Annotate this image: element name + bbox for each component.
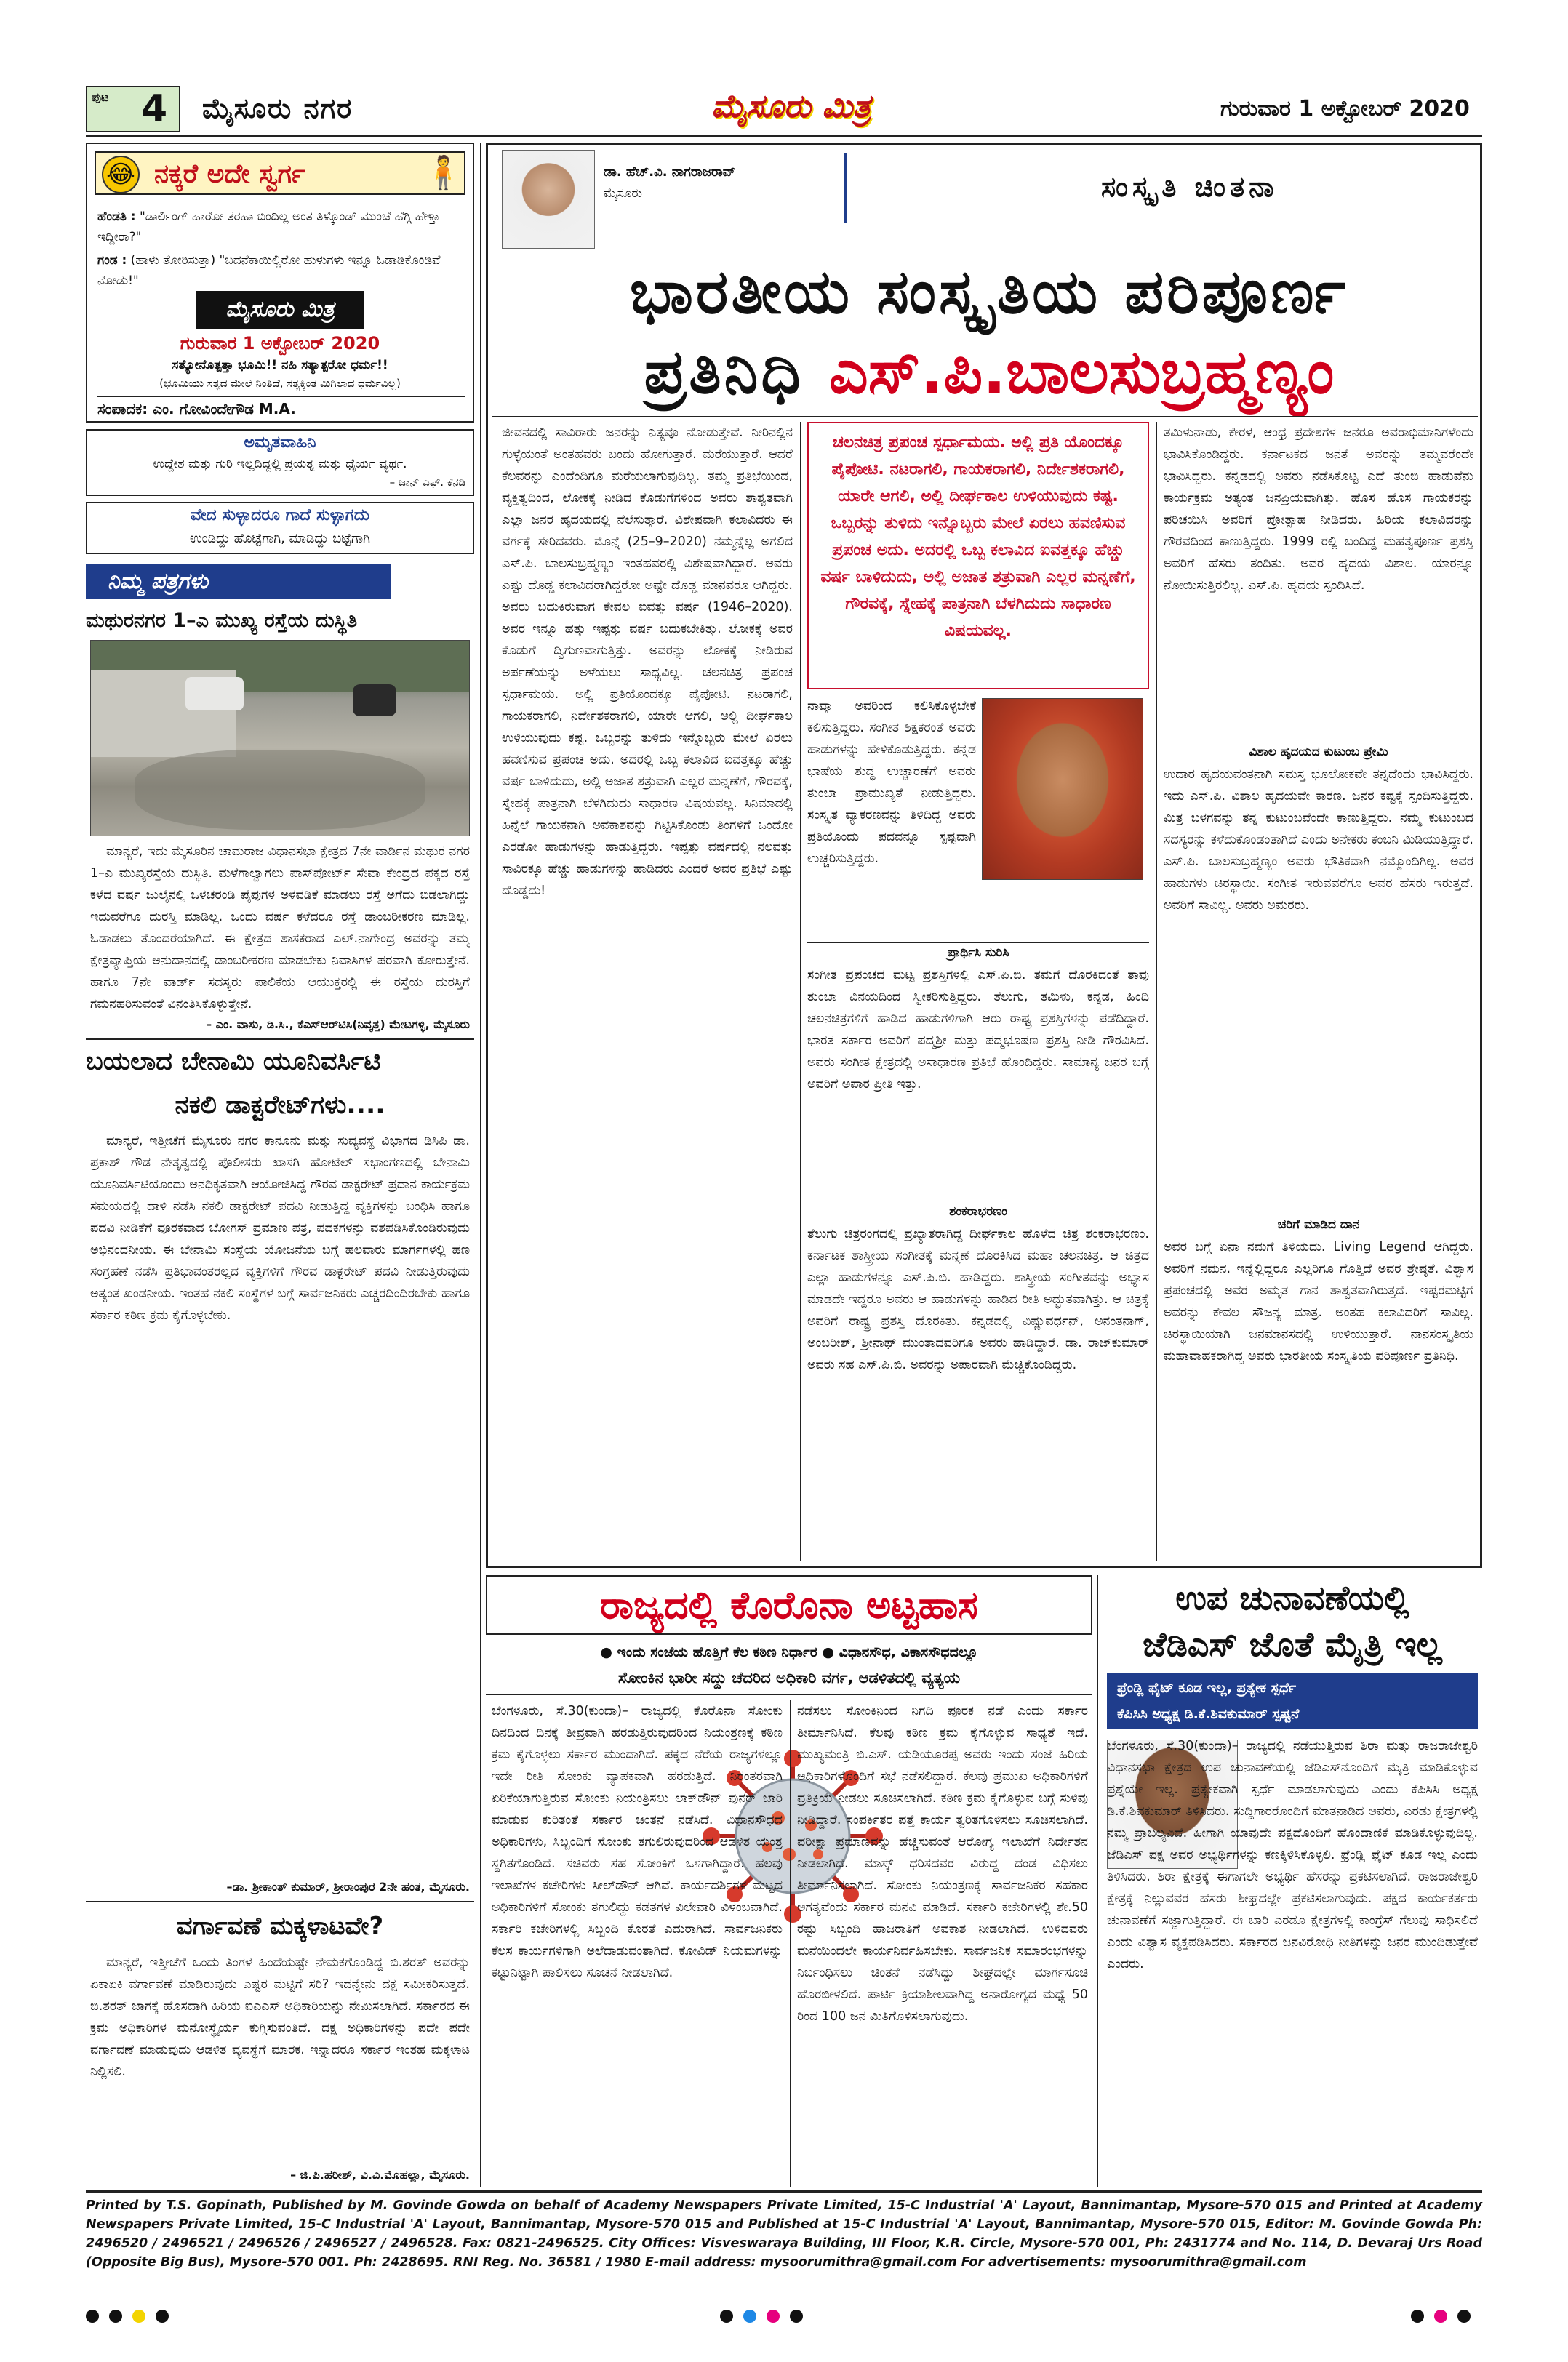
feature-headline-2b: ಎಸ್.ಪಿ.ಬಾಲಸುಬ್ರಹ್ಮಣ್ಯಂ: [828, 336, 1335, 407]
feature-headline-rule: [492, 416, 1478, 417]
quote-title: ಅಮೃತವಾಹಿನಿ: [244, 433, 316, 452]
pull-quote: [807, 422, 1149, 689]
feature-headline-1: ಭಾರತೀಯ ಸಂಸ್ಕೃತಿಯ ಪರಿಪೂರ್ಣ: [629, 256, 1349, 327]
feature-column-3b: ಸಂಗೀತ ಪ್ರಪಂಚದ ಮಟ್ಟ ಪ್ರಶಸ್ತಿಗಳಲ್ಲಿ ಎಸ್.ಪಿ.ಬಿ. ತಮಗೆ ದೊರಕಿದಂತೆ ತಾವು ತುಂಬಾ ವಿನಯದಿಂದ ಸ್ವೀಕರಿಸುತ್ತಿದ್ದರು. ತೆಲುಗು, ತಮಿಳು, ಕನ್ನಡ, ಹಿಂದಿ ಚಲನಚಿತ್ರಗಳಿಗೆ ಹಾಡಿದ ಹಾಡುಗಳಿಗಾಗಿ ಆರು ರಾಷ್ಟ್ರ ಪ್ರಶಸ್ತಿಗಳನ್ನು ಪಡೆದಿದ್ದಾರೆ. ಭಾರತ ಸರ್ಕಾರ ಅವರಿಗೆ ಪದ್ಮಶ್ರೀ ಮತ್ತು ಪದ್ಮಭೂಷಣ ಪ್ರಶಸ್ತಿ ನೀಡಿ ಗೌರವಿಸಿದೆ. ಅವರು ಸಂಗೀತ ಕ್ಷೇತ್ರದಲ್ಲಿ ಅಸಾಧಾರಣ ಪ್ರತಿಭೆ ಹೊಂದಿದ್ದರು. ಸಾಮಾನ್ಯ ಜನರ ಬಗ್ಗೆ ಅವರಿಗೆ ಅಪಾರ ಪ್ರೀತಿ ಇತ್ತು.: [807, 968, 1149, 1092]
corona-deck-rule: [486, 1694, 1092, 1695]
feature-column-3c: ತೆಲುಗು ಚಿತ್ರರಂಗದಲ್ಲಿ ಪ್ರಖ್ಯಾತರಾಗಿದ್ದ ದೀರ್ಘಕಾಲ ಹೊಳೆದ ಚಿತ್ರ ಶಂಕರಾಭರಣಂ. ಕರ್ನಾಟಕ ಶಾಸ್ತ್ರೀಯ ಸಂಗೀತಕ್ಕೆ ಮನ್ನಣೆ ದೊರಕಿಸಿದ ಮಹಾ ಚಲನಚಿತ್ರ. ಆ ಚಿತ್ರದ ಎಲ್ಲಾ ಹಾಡುಗಳನ್ನೂ ಎಸ್.ಪಿ.ಬಿ. ಹಾಡಿದ್ದರು. ಶಾಸ್ತ್ರೀಯ ಸಂಗೀತವನ್ನು ಅಭ್ಯಾಸ ಮಾಡದೇ ಇದ್ದರೂ ಅವರು ಆ ಹಾಡುಗಳನ್ನು ಹಾಡಿದ ರೀತಿ ಅದ್ಭುತವಾಗಿತ್ತು. ಆ ಚಿತ್ರಕ್ಕೆ ಅವರಿಗೆ ರಾಷ್ಟ್ರ ಪ್ರಶಸ್ತಿ ದೊರಕಿತು. ಕನ್ನಡದಲ್ಲಿ ವಿಷ್ಣುವರ್ಧನ್, ಅನಂತನಾಗ್, ಅಂಬರೀಶ್, ಶ್ರೀನಾಥ್ ಮುಂತಾದವರಿಗೂ ಅವರು ಹಾಡಿದ್ದಾರೆ. ಡಾ. ರಾಜ್‌ಕುಮಾರ್ ಅವರು ಸಹ ಎಸ್.ಪಿ.ಬಿ. ಅವರನ್ನು ಅಪಾರವಾಗಿ ಮೆಚ್ಚಿಕೊಂಡಿದ್ದರು.: [807, 1227, 1149, 1372]
color-registration-center: [720, 2310, 813, 2326]
paper-editor: ಸಂಪಾದಕ: ಎಂ. ಗೋವಿಂದೇಗೌಡ M.A.: [97, 396, 465, 417]
author-name: ಡಾ. ಹೆಚ್.ವಿ. ನಾಗರಾಜರಾವ್: [604, 164, 736, 180]
bypoll-deck: [1107, 1673, 1478, 1729]
bypoll-deck-1: ಫ್ರೆಂಡ್ಲಿ ಫೈಟ್ ಕೂಡ ಇಲ್ಲ, ಪ್ರತ್ಯೇಕ ಸ್ಪರ್ಧೆ: [1117, 1680, 1297, 1696]
corona-headline-box: [486, 1575, 1092, 1635]
proverb-text: ಉಂಡಿದ್ದು ಹೊಟ್ಟೆಗಾಗಿ, ಮಾಡಿದ್ದು ಬಟ್ಟೆಗಾಗಿ: [189, 531, 370, 546]
feature-subhead-1: ಪ್ರಾರ್ಥಿಸಿ ಸುರಿಸಿ: [947, 945, 1009, 960]
feature-column-1: ಜೀವನದಲ್ಲಿ ಸಾವಿರಾರು ಜನರನ್ನು ನಿತ್ಯವೂ ನೋಡುತ್ತೇವೆ. ನೀರಿನಲ್ಲಿನ ಗುಳ್ಳೆಯಂತೆ ಅಂತಹವರು ಬಂದು ಹೋಗುತ್ತಾರೆ. ಮರೆಯುತ್ತಾರೆ. ಆದರೆ ಕೆಲವರನ್ನು ಎಂದೆಂದಿಗೂ ಮರೆಯಲಾಗುವುದಿಲ್ಲ. ತಮ್ಮ ಪ್ರತಿಭೆಯಿಂದ, ವ್ಯಕ್ತಿತ್ವದಿಂದ, ಲೋಕಕ್ಕೆ ನೀಡಿದ ಕೊಡುಗೆಗಳಿಂದ ಅವರು ಶಾಶ್ವತವಾಗಿ ಎಲ್ಲಾ ಜನರ ಹೃದಯದಲ್ಲಿ ನೆಲೆಸುತ್ತಾರೆ. ವಿಶೇಷವಾಗಿ ಕಲಾವಿದರು ಈ ವರ್ಗಕ್ಕೆ ಸೇರಿದವರು. ಮೊನ್ನೆ (25–9–2020) ನಮ್ಮನ್ನೆಲ್ಲ ಅಗಲಿದ ಎಸ್.ಪಿ. ಬಾಲಸುಬ್ರಹ್ಮಣ್ಯಂ ಇಂತಹವರಲ್ಲಿ ವಿಶೇಷವಾಗಿದ್ದಾರೆ. ಅವರು ಎಷ್ಟು ದೊಡ್ಡ ಕಲಾವಿದರಾಗಿದ್ದರೋ ಅಷ್ಟೇ ದೊಡ್ಡ ಮಾನವರೂ ಆಗಿದ್ದರು. ಅವರು ಬದುಕಿರುವಾಗ ಕೇವಲ ಐವತ್ತು ವರ್ಷ (1946–2020). ಅವರ ಇನ್ನೂ ಹತ್ತು ಇಪ್ಪತ್ತು ವರ್ಷ ಬದುಕಬೇಕಿತ್ತು. ಲೋಕಕ್ಕೆ ಅವರ ಕೊಡುಗೆ ದ್ವಿಗುಣವಾಗುತ್ತಿತ್ತು. ಅವರನ್ನು ಲೋಕಕ್ಕೆ ನೀಡಿರುವ ಅರ್ಪಣೆಯನ್ನು ಅಳೆಯಲು ಸಾಧ್ಯವಿಲ್ಲ. ಚಲನಚಿತ್ರ ಪ್ರಪಂಚ ಸ್ಪರ್ಧಾಮಯ. ಅಲ್ಲಿ ಪ್ರತಿಯೊಂದಕ್ಕೂ ಪೈಪೋಟಿ. ನಟರಾಗಲಿ, ಗಾಯಕರಾಗಲಿ, ನಿರ್ದೇಶಕರಾಗಲಿ, ಯಾರೇ ಆಗಲಿ, ಅಲ್ಲಿ ದೀರ್ಘಕಾಲ ಉಳಿಯುವುದು ಕಷ್ಟ. ಒಬ್ಬರನ್ನು ತುಳಿದು ಇನ್ನೊಬ್ಬರು ಮೇಲೆ ಏರಲು ಹವಣಿಸುವ ಪ್ರಪಂಚ ಅದು. ಅದರಲ್ಲಿ ಒಬ್ಬ ಕಲಾವಿದ ಐವತ್ತಕ್ಕೂ ಹೆಚ್ಚು ವರ್ಷ ಬಾಳಿದುದು, ಅಲ್ಲಿ ಅಜಾತ ಶತ್ರುವಾಗಿ ಎಲ್ಲರ ಮನ್ನಣೆಗೆ, ಗೌರವಕ್ಕೆ, ಸ್ನೇಹಕ್ಕೆ ಪಾತ್ರನಾಗಿ ಬೆಳಗಿದುದು ಸಾಧಾರಣ ವಿಷಯವಲ್ಲ. ಸಿನಿಮಾದಲ್ಲಿ ಹಿನ್ನೆಲೆ ಗಾಯಕನಾಗಿ ಅವಕಾಶವನ್ನು ಗಿಟ್ಟಿಸಿಕೊಂಡು ತಿಂಗಳಿಗೆ ಒಂದೋ ಎರಡೋ ಹಾಡುಗಳನ್ನು ಹಾಡುತ್ತಿದ್ದರು. ಇಪ್ಪತ್ತು ವರ್ಷದಲ್ಲಿ ನಲವತ್ತು ಸಾವಿರಕ್ಕೂ ಹೆಚ್ಚು ಹಾಡುಗಳನ್ನು ಹಾಡಿದರು ಎಂದರೆ ಅವರ ಪ್ರತಿಭೆ ಎಷ್ಟು ದೊಡ್ಡದು!: [502, 425, 793, 898]
feature-column-4c: ಅವರ ಬಗ್ಗೆ ಏನಾ ನಮಗೆ ತಿಳಿಯದು. Living Legend ಆಗಿದ್ದರು. ಅವರಿಗೆ ನಮನ. ಇನ್ನೆಲ್ಲಿದ್ದರೂ ಎಲ್ಲರಿಗೂ ಗೊತ್ತಿದೆ ಅವರ ಶ್ರೇಷ್ಠತೆ. ವಿಶ್ವಾಸ ಪ್ರಪಂಚದಲ್ಲಿ ಅವರ ಅಮೃತ ಗಾನ ಶಾಶ್ವತವಾಗಿರುತ್ತದೆ. ಇಷ್ಟರಮಟ್ಟಿಗೆ ಅವರನ್ನು ಕೇವಲ ಸೌಜನ್ಯ ಮಾತ್ರ. ಅಂತಹ ಕಲಾವಿದರಿಗೆ ಸಾವಿಲ್ಲ. ಚಿರಸ್ಥಾಯಿಯಾಗಿ ಜನಮಾನಸದಲ್ಲಿ ಉಳಿಯುತ್ತಾರೆ. ನಾನಸಂಸ್ಕೃತಿಯ ಮಹಾವಾಹಕರಾಗಿದ್ದ ಅವರು ಭಾರತೀಯ ಸಂಸ್ಕೃತಿಯ ಪರಿಪೂರ್ಣ ಪ್ರತಿನಿಧಿ.: [1164, 1240, 1473, 1364]
corona-column-2: ನಡೆಸಲು ಸೋಂಕಿನಿಂದ ನಿಗದಿ ಪೂರಕ ನಡೆ ಎಂದು ಸರ್ಕಾರ ತೀರ್ಮಾನಿಸಿದೆ. ಕೆಲವು ಕಠಿಣ ಕ್ರಮ ಕೈಗೊಳ್ಳುವ ಸಾಧ್ಯತೆ ಇದೆ. ಮುಖ್ಯಮಂತ್ರಿ ಬಿ.ಎಸ್. ಯಡಿಯೂರಪ್ಪ ಅವರು ಇಂದು ಸಂಜೆ ಹಿರಿಯ ಅಧಿಕಾರಿಗಳೊಂದಿಗೆ ಸಭೆ ನಡೆಸಲಿದ್ದಾರೆ. ಕೆಲವು ಪ್ರಮುಖ ಅಧಿಕಾರಿಗಳಿಗೆ ಪ್ರತಿಕ್ರಿಯೆ ನೀಡಲು ಸೂಚಿಸಲಾಗಿದೆ. ಕಠಿಣ ಕ್ರಮ ಕೈಗೊಳ್ಳುವ ಬಗ್ಗೆ ಸುಳಿವು ನೀಡಿದ್ದಾರೆ. ಸಂಪರ್ಕಿತರ ಪತ್ತೆ ಕಾರ್ಯ ತ್ವರಿತಗೊಳಿಸಲು ಸೂಚಿಸಲಾಗಿದೆ. ಪರೀಕ್ಷಾ ಪ್ರಮಾಣವನ್ನು ಹೆಚ್ಚಿಸುವಂತೆ ಆರೋಗ್ಯ ಇಲಾಖೆಗೆ ನಿರ್ದೇಶನ ನೀಡಲಾಗಿದೆ. ಮಾಸ್ಕ್ ಧರಿಸದವರ ವಿರುದ್ಧ ದಂಡ ವಿಧಿಸಲು ತೀರ್ಮಾನಿಸಲಾಗಿದೆ. ಸೋಂಕು ನಿಯಂತ್ರಣಕ್ಕೆ ಸಾರ್ವಜನಿಕರ ಸಹಕಾರ ಅಗತ್ಯವೆಂದು ಸರ್ಕಾರ ಮನವಿ ಮಾಡಿದೆ. ಸರ್ಕಾರಿ ಕಚೇರಿಗಳಲ್ಲಿ ಶೇ.50 ರಷ್ಟು ಸಿಬ್ಬಂದಿ ಹಾಜರಾತಿಗೆ ಅವಕಾಶ ನೀಡಲಾಗಿದೆ. ಉಳಿದವರು ಮನೆಯಿಂದಲೇ ಕಾರ್ಯನಿರ್ವಹಿಸಬೇಕು. ಸಾರ್ವಜನಿಕ ಸಮಾರಂಭಗಳನ್ನು ನಿರ್ಬಂಧಿಸಲು ಚಿಂತನೆ ನಡೆಸಿದ್ದು ಶೀಘ್ರದಲ್ಲೇ ಮಾರ್ಗಸೂಚಿ ಹೊರಬೀಳಲಿದೆ. ಪಾರ್ಟಿ ಕ್ರಿಯಾಶೀಲವಾಗಿದ್ದ ಅನಾರೋಗ್ಯದ ಮಧ್ಯೆ 50 ರಿಂದ 100 ಜನ ಮಿತಿಗೊಳಿಸಲಾಗುವುದು.: [797, 1704, 1088, 2024]
road-photo: [90, 640, 470, 836]
column-name: ಸಂಸ್ಕೃತಿ ಚಿಂತನಾ: [1101, 171, 1279, 203]
feature-col-rule-2: [1156, 422, 1157, 1561]
quote-author: – ಜಾನ್ ಎಫ್. ಕೆನಡಿ: [389, 476, 465, 489]
paper-motto: ಸತ್ಯೋನೊತ್ಪತ್ತಾ ಭೂಮಿ!! ನಹಿ ಸತ್ಯಾತ್ಪರೋ ಧರ್ಮ!!: [172, 358, 388, 372]
letter-2-body: ಮಾನ್ಯರೆ, ಇತ್ತೀಚೆಗೆ ಮೈಸೂರು ನಗರ ಕಾನೂನು ಮತ್ತು ಸುವ್ಯವಸ್ಥೆ ವಿಭಾಗದ ಡಿಸಿಪಿ ಡಾ. ಪ್ರಕಾಶ್ ಗೌಡ ನೇತೃತ್ವದಲ್ಲಿ ಪೊಲೀಸರು ಖಾಸಗಿ ಹೋಟೆಲ್ ಸಭಾಂಗಣದಲ್ಲಿ ಬೇನಾಮಿ ಯೂನಿವರ್ಸಿಟಿಯೊಂದು ಅನಧಿಕೃತವಾಗಿ ಆಯೋಜಿಸಿದ್ದ ಗೌರವ ಡಾಕ್ಟರೇಟ್ ಪ್ರದಾನ ಕಾರ್ಯಕ್ರಮ ಸಮಯದಲ್ಲಿ ದಾಳಿ ನಡೆಸಿ ನಕಲಿ ಡಾಕ್ಟರೇಟ್ ಪದವಿ ನೀಡುತ್ತಿದ್ದ ವ್ಯಕ್ತಿಗಳನ್ನು ಬಂಧಿಸಿ ಹಾಗೂ ಪದವಿ ನೀಡಿಕೆಗೆ ಪೂರಕವಾದ ಬೋಗಸ್ ಪ್ರಮಾಣ ಪತ್ರ, ಪದಕಗಳನ್ನು ವಶಪಡಿಸಿಕೊಂಡಿರುವುದು ಅಭಿನಂದನೀಯ. ಈ ಬೇನಾಮಿ ಸಂಸ್ಥೆಯ ಯೋಜನೆಯ ಬಗ್ಗೆ ಹಲವಾರು ಮಾರ್ಗಗಳಲ್ಲಿ ಹಣ ಸಂಗ್ರಹಣೆ ನಡೆಸಿ ಪ್ರತಿಭಾವಂತರಲ್ಲದ ವ್ಯಕ್ತಿಗಳಿಗೆ ಗೌರವ ಡಾಕ್ಟರೇಟ್ ಪದವಿ ನೀಡುತ್ತಿರುವುದು ಅತ್ಯಂತ ಖಂಡನೀಯ. ಇಂತಹ ನಕಲಿ ಸಂಸ್ಥೆಗಳ ಬಗ್ಗೆ ಸಾರ್ವಜನಿಕರು ಎಚ್ಚರದಿಂದಿರಬೇಕು ಹಾಗೂ ಸರ್ಕಾರ ಕಠಿಣ ಕ್ರಮ ಕೈಗೊಳ್ಳಬೇಕು.: [90, 1134, 470, 1323]
laughing-face-icon: 😂: [102, 156, 140, 193]
joke-title: ನಕ್ಕರೆ ಅದೇ ಸ್ವರ್ಗ: [154, 159, 305, 189]
letter-2-signature: –ಡಾ. ಶ್ರೀಕಾಂತ್ ಕುಮಾರ್, ಶ್ರೀರಾಂಪುರ 2ನೇ ಹಂತ, ಮೈಸೂರು.: [226, 1880, 470, 1894]
left-column-rule: [480, 143, 481, 2187]
bypoll-deck-2: ಕೆಪಿಸಿಸಿ ಅಧ್ಯಕ್ಷ ಡಿ.ಕೆ.ಶಿವಕುಮಾರ್ ಸ್ಪಷ್ಟನೆ: [1117, 1706, 1300, 1722]
letter-2-title: ಬಯಲಾದ ಬೇನಾಮಿ ಯೂನಿವರ್ಸಿಟಿ: [86, 1047, 381, 1076]
paper-motto-translation: (ಭೂಮಿಯು ಸತ್ಯದ ಮೇಲೆ ನಿಂತಿದೆ, ಸತ್ಯಕ್ಕಿಂತ ಮಿಗಿಲಾದ ಧರ್ಮವಿಲ್ಲ): [159, 377, 401, 390]
feature-column-3: ನಾವ್ತಾ ಅವರಿಂದ ಕಲಿಸಿಕೊಳ್ಳಬೇಕೆ ಕಲಿಸುತ್ತಿದ್ದರು. ಸಂಗೀತ ಶಿಕ್ಷಕರಂತೆ ಅವರು ಹಾಡುಗಳನ್ನು ಹೇಳಿಕೊಡುತ್ತಿದ್ದರು. ಕನ್ನಡ ಭಾಷೆಯ ಶುದ್ಧ ಉಚ್ಚಾರಣೆಗೆ ಅವರು ತುಂಬಾ ಪ್ರಾಮುಖ್ಯತೆ ನೀಡುತ್ತಿದ್ದರು. ಸಂಸ್ಕೃತ ವ್ಯಾಕರಣವನ್ನು ತಿಳಿದಿದ್ದ ಅವರು ಪ್ರತಿಯೊಂದು ಪದವನ್ನೂ ಸ್ಪಷ್ಟವಾಗಿ ಉಚ್ಚರಿಸುತ್ತಿದ್ದರು.: [807, 699, 976, 866]
joke-line-2: (ಹಾಳು ತೋರಿಸುತ್ತಾ) "ಬದನೆಕಾಯಿಲ್ಲಿರೋ ಹುಳುಗಳು ಇನ್ನೂ ಓಡಾಡಿಕೊಂಡಿವೆ ನೋಡು!": [97, 253, 441, 288]
paper-logo: ಮೈಸೂರು ಮಿತ್ರ: [196, 291, 364, 329]
bypoll-headline-2: ಜೆಡಿಎಸ್ ಜೊತೆ ಮೈತ್ರಿ ಇಲ್ಲ: [1143, 1625, 1442, 1664]
letter-1-title: ಮಥುರನಗರ 1–ಎ ಮುಖ್ಯ ರಸ್ತೆಯ ದುಸ್ಥಿತಿ: [86, 609, 358, 632]
corona-deck-2: ಸೋಂಕಿನ ಭಾರೀ ಸದ್ದು ಚೆದರಿದ ಅಧಿಕಾರಿ ವರ್ಗ, ಆಡಳಿತದಲ್ಲಿ ವ್ಯತ್ಯಯ: [617, 1669, 961, 1686]
joke-box: [86, 143, 474, 423]
joke-line-1: "ಡಾರ್ಲಿಂಗ್ ಹಾರೋ ತರಹಾ ಬಿಂದಿಲ್ಲ ಅಂತ ತಿಳ್ಕೊಂಡ್ ಮುಂಚೆ ಹೆಗ್ಗಿ ಹೇಳ್ತಾ ಇದ್ದೀರಾ?": [97, 209, 440, 244]
scarecrow-icon: 🧍: [423, 154, 463, 191]
masthead-logo: ಮೈಸೂರು ಮಿತ್ರ: [711, 88, 871, 125]
letter-divider-2: [86, 1901, 474, 1902]
pull-quote-text: ಚಲನಚಿತ್ರ ಪ್ರಪಂಚ ಸ್ಪರ್ಧಾಮಯ. ಅಲ್ಲಿ ಪ್ರತಿ ಯೊಂದಕ್ಕೂ ಪೈಪೋಟಿ. ನಟರಾಗಲಿ, ಗಾಯಕರಾಗಲಿ, ನಿರ್ದೇಶಕರಾಗಲಿ, ಯಾರೇ ಆಗಲಿ, ಅಲ್ಲಿ ದೀರ್ಘಕಾಲ ಉಳಿಯುವುದು ಕಷ್ಟ. ಒಬ್ಬರನ್ನು ತುಳಿದು ಇನ್ನೊಬ್ಬರು ಮೇಲೆ ಏರಲು ಹವಣಿಸುವ ಪ್ರಪಂಚ ಅದು. ಅದರಲ್ಲಿ ಒಬ್ಬ ಕಲಾವಿದ ಐವತ್ತಕ್ಕೂ ಹೆಚ್ಚು ವರ್ಷ ಬಾಳಿದುದು, ಅಲ್ಲಿ ಅಜಾತ ಶತ್ರುವಾಗಿ ಎಲ್ಲರ ಮನ್ನಣೆಗೆ, ಗೌರವಕ್ಕೆ, ಸ್ನೇಹಕ್ಕೆ ಪಾತ್ರನಾಗಿ ಬೆಳಗಿದುದು ಸಾಧಾರಣ ವಿಷಯವಲ್ಲ.: [820, 433, 1136, 640]
section-name: ಮೈಸೂರು ನಗರ: [202, 92, 353, 124]
joke-speaker-2: ಗಂಡ :: [97, 253, 127, 268]
color-registration-right: [1411, 2310, 1481, 2326]
bypoll-headline-1: ಉಪ ಚುನಾವಣೆಯಲ್ಲಿ: [1175, 1578, 1409, 1617]
author-place: ಮೈಸೂರು: [604, 186, 642, 201]
quote-text: ಉದ್ದೇಶ ಮತ್ತು ಗುರಿ ಇಲ್ಲದಿದ್ದಲ್ಲಿ ಪ್ರಯತ್ನ ಮತ್ತು ಧೈರ್ಯ ವ್ಯರ್ಥ.: [153, 457, 407, 471]
corona-column-1: ಬೆಂಗಳೂರು, ಸೆ.30(ಕುಂದಾ)– ರಾಜ್ಯದಲ್ಲಿ ಕೊರೊನಾ ಸೋಂಕು ದಿನದಿಂದ ದಿನಕ್ಕೆ ತೀವ್ರವಾಗಿ ಹರಡುತ್ತಿರುವುದರಿಂದ ನಿಯಂತ್ರಣಕ್ಕೆ ಕಠಿಣ ಕ್ರಮ ಕೈಗೊಳ್ಳಲು ಸರ್ಕಾರ ಮುಂದಾಗಿದೆ. ಪಕ್ಕದ ನೆರೆಯ ರಾಜ್ಯಗಳಲ್ಲೂ ಇದೇ ರೀತಿ ಸೋಂಕು ವ್ಯಾಪಕವಾಗಿ ಹರಡುತ್ತಿದೆ. ನಿರಂತರವಾಗಿ ಏರಿಕೆಯಾಗುತ್ತಿರುವ ಸೋಂಕು ನಿಯಂತ್ರಿಸಲು ಲಾಕ್‌ಡೌನ್ ಪುನರ್ ಜಾರಿ ಮಾಡುವ ಕುರಿತಂತೆ ಸರ್ಕಾರ ಚಿಂತನೆ ನಡೆಸಿದೆ. ವಿಧಾನಸೌಧದ ಅಧಿಕಾರಿಗಳು, ಸಿಬ್ಬಂದಿಗೆ ಸೋಂಕು ತಗುಲಿರುವುದರಿಂದ ಆಡಳಿತ ಯಂತ್ರ ಸ್ಥಗಿತಗೊಂಡಿದೆ. ಸಚಿವರು ಸಹ ಸೋಂಕಿಗೆ ಒಳಗಾಗಿದ್ದಾರೆ. ಹಲವು ಇಲಾಖೆಗಳ ಕಚೇರಿಗಳು ಸೀಲ್‌ಡೌನ್ ಆಗಿವೆ. ಕಾರ್ಯದರ್ಶಿಗಳ ಮಟ್ಟದ ಅಧಿಕಾರಿಗಳಿಗೆ ಸೋಂಕು ತಗುಲಿದ್ದು ಕಡತಗಳ ವಿಲೇವಾರಿ ವಿಳಂಬವಾಗಿದೆ. ಸರ್ಕಾರಿ ಕಚೇರಿಗಳಲ್ಲಿ ಸಿಬ್ಬಂದಿ ಕೊರತೆ ಎದುರಾಗಿದೆ. ಸಾರ್ವಜನಿಕರು ಕೆಲಸ ಕಾರ್ಯಗಳಿಗಾಗಿ ಅಲೆದಾಡುವಂತಾಗಿದೆ. ಕೋವಿಡ್ ನಿಯಮಗಳನ್ನು ಕಟ್ಟುನಿಟ್ಟಾಗಿ ಪಾಲಿಸಲು ಸೂಚನೆ ನೀಡಲಾಗಿದೆ.: [492, 1704, 783, 1980]
feature-subhead-2: ಶಂಕರಾಭರಣಂ: [949, 1204, 1007, 1219]
page-number-block: [86, 86, 180, 132]
feature-subhead-3: ವಿಶಾಲ ಹೃದಯದ ಕುಟುಂಬ ಪ್ರೇಮಿ: [1249, 745, 1388, 759]
letter-3-body: ಮಾನ್ಯರೆ, ಇತ್ತೀಚೆಗೆ ಒಂದು ತಿಂಗಳ ಹಿಂದೆಯಷ್ಟೇ ನೇಮಕಗೊಂಡಿದ್ದ ಬಿ.ಶರತ್ ಅವರನ್ನು ಏಕಾಏಕಿ ವರ್ಗಾವಣೆ ಮಾಡಿರುವುದು ಎಷ್ಟರ ಮಟ್ಟಿಗೆ ಸರಿ? ಇದನ್ನೇನು ದಕ್ಷ ಸಮೀಕರಿಸುತ್ತದೆ. ಬಿ.ಶರತ್ ಜಾಗಕ್ಕೆ ಹೊಸದಾಗಿ ಹಿರಿಯ ಐಎಎಸ್ ಅಧಿಕಾರಿಯನ್ನು ನೇಮಿಸಲಾಗಿದೆ. ಸರ್ಕಾರದ ಈ ಕ್ರಮ ಅಧಿಕಾರಿಗಳ ಮನೋಸ್ಥೈರ್ಯ ಕುಗ್ಗಿಸುವಂತಿದೆ. ದಕ್ಷ ಅಧಿಕಾರಿಗಳನ್ನು ಪದೇ ಪದೇ ವರ್ಗಾವಣೆ ಮಾಡುವುದು ಆಡಳಿತ ವ್ಯವಸ್ಥೆಗೆ ಮಾರಕ. ಇನ್ನಾದರೂ ಸರ್ಕಾರ ಇಂತಹ ಮಕ್ಕಳಾಟ ನಿಲ್ಲಿಸಲಿ.: [90, 1955, 470, 2079]
feature-column-4: ತಮಿಳುನಾಡು, ಕೇರಳ, ಆಂಧ್ರ ಪ್ರದೇಶಗಳ ಜನರೂ ಅವರಾಭಿಮಾನಿಗಳೆಂದು ಭಾವಿಸಿಕೊಂಡಿದ್ದರು. ಕರ್ನಾಟಕದ ಜನತೆ ಅವರನ್ನು ತಮ್ಮವರೆಂದೇ ಭಾವಿಸಿದ್ದರು. ಕನ್ನಡದಲ್ಲಿ ಅವರು ನಡೆಸಿಕೊಟ್ಟ ಎದೆ ತುಂಬಿ ಹಾಡುವೆನು ಕಾರ್ಯಕ್ರಮ ಅತ್ಯಂತ ಜನಪ್ರಿಯವಾಗಿತ್ತು. ಹೊಸ ಹೊಸ ಗಾಯಕರನ್ನು ಪರಿಚಯಿಸಿ ಅವರಿಗೆ ಪ್ರೋತ್ಸಾಹ ನೀಡಿದರು. ಹಿರಿಯ ಕಲಾವಿದರನ್ನು ಗೌರವದಿಂದ ಕಾಣುತ್ತಿದ್ದರು. 1999 ರಲ್ಲಿ ಬಂದಿದ್ದ ಮಹತ್ವಪೂರ್ಣ ಪ್ರಶಸ್ತಿ ಅವರಿಗೆ ಹೆಸರು ತಂದಿತು. ಅವರ ಹೃದಯ ವಿಶಾಲ. ಯಾರನ್ನೂ ನೋಯಿಸುತ್ತಿರಲಿಲ್ಲ. ಎಸ್.ಪಿ. ಹೃದಯ ಸ್ಪಂದಿಸಿದೆ.: [1164, 425, 1473, 593]
bypoll-body: ಬೆಂಗಳೂರು, ಸೆ.30(ಕುಂದಾ)– ರಾಜ್ಯದಲ್ಲಿ ನಡೆಯುತ್ತಿರುವ ಶಿರಾ ಮತ್ತು ರಾಜರಾಜೇಶ್ವರಿ ವಿಧಾನಸಭಾ ಕ್ಷೇತ್ರದ ಉಪ ಚುನಾವಣೆಯಲ್ಲಿ ಜೆಡಿಎಸ್‌ನೊಂದಿಗೆ ಮೈತ್ರಿ ಮಾಡಿಕೊಳ್ಳುವ ಪ್ರಶ್ನೆಯೇ ಇಲ್ಲ. ಪ್ರತ್ಯೇಕವಾಗಿ ಸ್ಪರ್ಧೆ ಮಾಡಲಾಗುವುದು ಎಂದು ಕೆಪಿಸಿಸಿ ಅಧ್ಯಕ್ಷ ಡಿ.ಕೆ.ಶಿವಕುಮಾರ್ ತಿಳಿಸಿದರು. ಸುದ್ದಿಗಾರರೊಂದಿಗೆ ಮಾತನಾಡಿದ ಅವರು, ಎರಡು ಕ್ಷೇತ್ರಗಳಲ್ಲಿ ನಮ್ಮ ಪ್ರಾಬಲ್ಯವಿದೆ. ಹೀಗಾಗಿ ಯಾವುದೇ ಪಕ್ಷದೊಂದಿಗೆ ಹೊಂದಾಣಿಕೆ ಮಾಡಿಕೊಳ್ಳುವುದಿಲ್ಲ. ಜೆಡಿಎಸ್ ಪಕ್ಷ ಅವರ ಅಭ್ಯರ್ಥಿಗಳನ್ನು ಕಣಕ್ಕಿಳಿಸಿಕೊಳ್ಳಲಿ. ಫ್ರೆಂಡ್ಲಿ ಫೈಟ್ ಕೂಡ ಇಲ್ಲ ಎಂದು ತಿಳಿಸಿದರು. ಶಿರಾ ಕ್ಷೇತ್ರಕ್ಕೆ ಈಗಾಗಲೇ ಅಭ್ಯರ್ಥಿ ಹೆಸರನ್ನು ಪ್ರಕಟಿಸಲಾಗಿದೆ. ರಾಜರಾಜೇಶ್ವರಿ ಕ್ಷೇತ್ರಕ್ಕೆ ನಿಲ್ಲುವವರ ಹೆಸರು ಶೀಘ್ರದಲ್ಲೇ ಪ್ರಕಟಿಸಲಾಗುವುದು. ಪಕ್ಷದ ಕಾರ್ಯಕರ್ತರು ಚುನಾವಣೆಗೆ ಸಜ್ಜಾಗುತ್ತಿದ್ದಾರೆ. ಈ ಬಾರಿ ಎರಡೂ ಕ್ಷೇತ್ರಗಳಲ್ಲಿ ಕಾಂಗ್ರೆಸ್ ಗೆಲುವು ಸಾಧಿಸಲಿದೆ ಎಂದು ವಿಶ್ವಾಸ ವ್ಯಕ್ತಪಡಿಸಿದರು. ಸರ್ಕಾರದ ಜನವಿರೋಧಿ ನೀತಿಗಳನ್ನು ಜನರ ಮುಂದಿಡುತ್ತೇವೆ ಎಂದರು.: [1107, 1739, 1478, 1971]
letter-divider-1: [86, 1038, 474, 1040]
page-label: ಪುಟ: [92, 90, 109, 104]
letters-header: [86, 564, 391, 599]
author-photo: [502, 150, 595, 249]
masthead-rule: [86, 135, 1482, 137]
footer-imprint: Printed by T.S. Gopinath, Published by M. Govinde Gowda on behalf of Academy Newspapers Private Limited, 15-C Industrial 'A' Layout, Bannimantap, Mysore-570 015 and Printed at Academy Newspapers Private Limited, 15-C Industrial 'A' Layout, Bannimantap, Mysore-570 015 and Published at 15-C Industrial 'A' Layout, Bannimantap, Mysore-570 015, Editor: M. Govinde Gowda Ph: 2496520 / 2496521 / 2496526 / 2496527 / 2496528. Fax: 0821-2496525. City Offices: Visveswaraya Building, III Floor, K.R. Circle, Mysore-570 001, Ph: 2431774 and No. 114, D. Devaraj Urs Road (Opposite Big Bus), Mysore-570 001. Ph: 2428695. RNI Reg. No. 36581 / 1980 E-mail address: mysoorumithra@gmail.com For advertisements: mysoorumithra@gmail.com: [86, 2198, 1482, 2270]
letters-header-title: ನಿಮ್ಮ ಪತ್ರಗಳು: [108, 569, 209, 594]
feature-col-rule-1: [800, 422, 801, 1561]
corona-headline: ರಾಜ್ಯದಲ್ಲಿ ಕೊರೊನಾ ಅಟ್ಟಹಾಸ: [600, 1584, 978, 1628]
subhead-rule-1: [807, 942, 1149, 943]
letter-1-body: ಮಾನ್ಯರೆ, ಇದು ಮೈಸೂರಿನ ಚಾಮರಾಜ ವಿಧಾನಸಭಾ ಕ್ಷೇತ್ರದ 7ನೇ ವಾರ್ಡಿನ ಮಥುರ ನಗರ 1–ಎ ಮುಖ್ಯರಸ್ತೆಯ ದುಸ್ಥಿತಿ. ಮಳೆಗಾಲ್ವಾಗಲು ಪಾಸ್‌ಪೋರ್ಟ್ ಸೇವಾ ಕೇಂದ್ರದ ಪಕ್ಕದ ರಸ್ತೆ ಕಳೆದ ವರ್ಷ ಜುಲೈನಲ್ಲಿ ಒಳಚರಂಡಿ ಪೈಪುಗಳ ಅಳವಡಿಕೆ ಮಾಡಲು ರಸ್ತೆ ಅಗೆದು ಬಿಡಲಾಗಿದ್ದು ಇದುವರೆಗೂ ದುರಸ್ತಿ ಮಾಡಿಲ್ಲ. ಒಂದು ವರ್ಷ ಕಳೆದರೂ ರಸ್ತೆ ಡಾಂಬರೀಕರಣ ಮಾಡಿಲ್ಲ. ಓಡಾಡಲು ತೊಂದರೆಯಾಗಿದೆ. ಈ ಕ್ಷೇತ್ರದ ಶಾಸಕರಾದ ಎಲ್.ನಾಗೇಂದ್ರ ಅವರನ್ನು ತಮ್ಮ ಕ್ಷೇತ್ರವ್ಯಾಪ್ತಿಯ ಅನುದಾನದಲ್ಲಿ ಡಾಂಬರೀಕರಣ ಮಾಡಬೇಕು ನಿವಾಸಿಗಳ ಪರವಾಗಿ ಕೋರುತ್ತೇನೆ. ಹಾಗೂ 7ನೇ ವಾರ್ಡ್ ಸದಸ್ಯರು ಪಾಲಿಕೆಯ ಆಯುಕ್ತರಲ್ಲಿ ಈ ರಸ್ತೆಯ ದುರಸ್ತಿಗೆ ಗಮನಹರಿಸುವಂತೆ ವಿನಂತಿಸಿಕೊಳ್ಳುತ್ತೇನೆ.: [90, 844, 470, 1012]
paper-date: ಗುರುವಾರ 1 ಅಕ್ಟೋಬರ್ 2020: [180, 333, 380, 353]
spb-photo: [982, 698, 1143, 880]
feature-headline-2a: ಪ್ರತಿನಿಧಿ: [644, 336, 804, 407]
quote-box: [86, 429, 474, 496]
feature-subhead-4: ಚರಿಗೆ ಮಾಡಿದ ದಾನ: [1277, 1217, 1360, 1232]
color-registration-left: [86, 2310, 179, 2326]
page-number: 4: [141, 87, 168, 131]
letter-2-subtitle: ನಕಲಿ ಡಾಕ್ಟರೇಟ್‌ಗಳು....: [175, 1091, 385, 1120]
letter-3-signature: – ಜಿ.ಪಿ.ಹರೀಶ್, ವಿ.ವಿ.ಮೊಹಲ್ಲಾ, ಮೈಸೂರು.: [290, 2168, 470, 2182]
feature-column-4b: ಉದಾರ ಹೃದಯವಂತನಾಗಿ ಸಮಸ್ತ ಭೂಲೋಕವೇ ತನ್ನದೆಂದು ಭಾವಿಸಿದ್ದರು. ಇದು ಎಸ್.ಪಿ. ವಿಶಾಲ ಹೃದಯವೇ ಕಾರಣ. ಜನರ ಕಷ್ಟಕ್ಕೆ ಸ್ಪಂದಿಸುತ್ತಿದ್ದರು. ಮಿತ್ರ ಬಳಗವನ್ನು ತನ್ನ ಕುಟುಂಬವೆಂದೇ ಕಾಣುತ್ತಿದ್ದರು. ನಮ್ಮ ಕುಟುಂಬದ ಸದಸ್ಯರನ್ನು ಕಳೆದುಕೊಂಡಂತಾಗಿದೆ ಎಂದು ಅನೇಕರು ಕಂಬನಿ ಮಿಡಿಯುತ್ತಿದ್ದಾರೆ. ಎಸ್.ಪಿ. ಬಾಲಸುಬ್ರಹ್ಮಣ್ಯಂ ಅವರು ಭೌತಿಕವಾಗಿ ನಮ್ಮೊಂದಿಗಿಲ್ಲ. ಅವರ ಹಾಡುಗಳು ಚಿರಸ್ಥಾಯಿ. ಸಂಗೀತ ಇರುವವರೆಗೂ ಅವರ ಹೆಸರು ಇರುತ್ತದೆ. ಅವರಿಗೆ ಸಾವಿಲ್ಲ. ಅವರು ಅಮರರು.: [1164, 767, 1473, 913]
proverb-title: ವೇದ ಸುಳ್ಳಾದರೂ ಗಾದೆ ಸುಳ್ಳಾಗದು: [191, 506, 369, 524]
joke-title-bar: [95, 151, 465, 195]
corona-bypoll-rule: [1097, 1575, 1098, 2187]
letter-3-title: ವರ್ಗಾವಣೆ ಮಕ್ಕಳಾಟವೇ?: [176, 1912, 384, 1941]
proverb-box: [86, 502, 474, 554]
corona-deck-1: ● ಇಂದು ಸಂಜೆಯ ಹೊತ್ತಿಗೆ ಕೆಲ ಕಠಿಣ ನಿರ್ಧಾರ ● ವಿಧಾನಸೌಧ, ವಿಕಾಸಸೌಧದಲ್ಲೂ: [600, 1644, 978, 1660]
column-banner: [844, 153, 1473, 223]
letter-1-signature: – ಎಂ. ವಾಸು, ಡಿ.ಸಿ., ಕೆಎಸ್ಆರ್‌ಟಿಸಿ(ನಿವೃತ್ತ) ಮೇಟಗಳ್ಳಿ, ಮೈಸೂರು: [206, 1017, 470, 1031]
footer-rule: [86, 2190, 1482, 2193]
joke-speaker-1: ಹೆಂಡತಿ :: [97, 209, 136, 224]
corona-col-rule: [790, 1700, 791, 2187]
masthead-date: ಗುರುವಾರ 1 ಅಕ್ಟೋಬರ್ 2020: [1220, 96, 1470, 121]
masthead: [86, 86, 1482, 132]
